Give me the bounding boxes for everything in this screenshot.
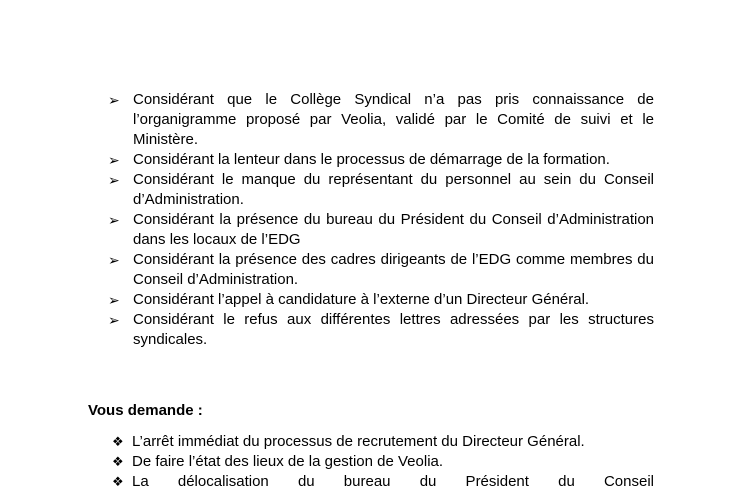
considerant-text: Considérant la présence du bureau du Président du Conseil d’Administration dans les locaux de l’EDG (133, 211, 654, 248)
list-item (108, 90, 654, 150)
arrow-bullet-icon: ➢ (108, 292, 120, 308)
demande-text: L’arrêt immédiat du processus de recrutement du Directeur Général. (132, 433, 585, 450)
list-item (108, 210, 654, 250)
diamond-bullet-icon: ❖ (112, 474, 124, 489)
arrow-bullet-icon: ➢ (108, 152, 120, 168)
demande-list (112, 432, 654, 492)
section-heading: Vous demande : (88, 402, 203, 419)
list-item (112, 452, 654, 472)
considerant-text: Considérant que le Collège Syndical n’a pas pris connaissance de l’organigramme proposé par Veolia, validé par le Comité de suivi et le Ministère. (133, 91, 654, 148)
considerant-list (108, 90, 654, 350)
considerant-text: Considérant la lenteur dans le processus de démarrage de la formation. (133, 151, 610, 168)
list-item (108, 150, 654, 170)
list-item (108, 310, 654, 350)
considerant-text: Considérant le manque du représentant du personnel au sein du Conseil d’Administration. (133, 171, 654, 208)
list-item (108, 170, 654, 210)
considerant-text: Considérant le refus aux différentes lettres adressées par les structures syndicales. (133, 311, 654, 348)
arrow-bullet-icon: ➢ (108, 252, 120, 268)
list-item (108, 290, 654, 310)
demande-text: De faire l’état des lieux de la gestion de Veolia. (132, 453, 444, 470)
arrow-bullet-icon: ➢ (108, 92, 120, 108)
arrow-bullet-icon: ➢ (108, 312, 120, 328)
list-item (108, 250, 654, 290)
diamond-bullet-icon: ❖ (112, 454, 124, 469)
arrow-bullet-icon: ➢ (108, 172, 120, 188)
considerant-text: Considérant l’appel à candidature à l’externe d’un Directeur Général. (133, 291, 590, 308)
considerant-text: Considérant la présence des cadres dirigeants de l’EDG comme membres du Conseil d’Administration. (133, 251, 654, 288)
diamond-bullet-icon: ❖ (112, 434, 124, 449)
list-item (112, 472, 654, 492)
arrow-bullet-icon: ➢ (108, 212, 120, 228)
demande-text: La délocalisation du bureau du Président du Conseil (132, 473, 654, 490)
list-item (112, 432, 654, 452)
